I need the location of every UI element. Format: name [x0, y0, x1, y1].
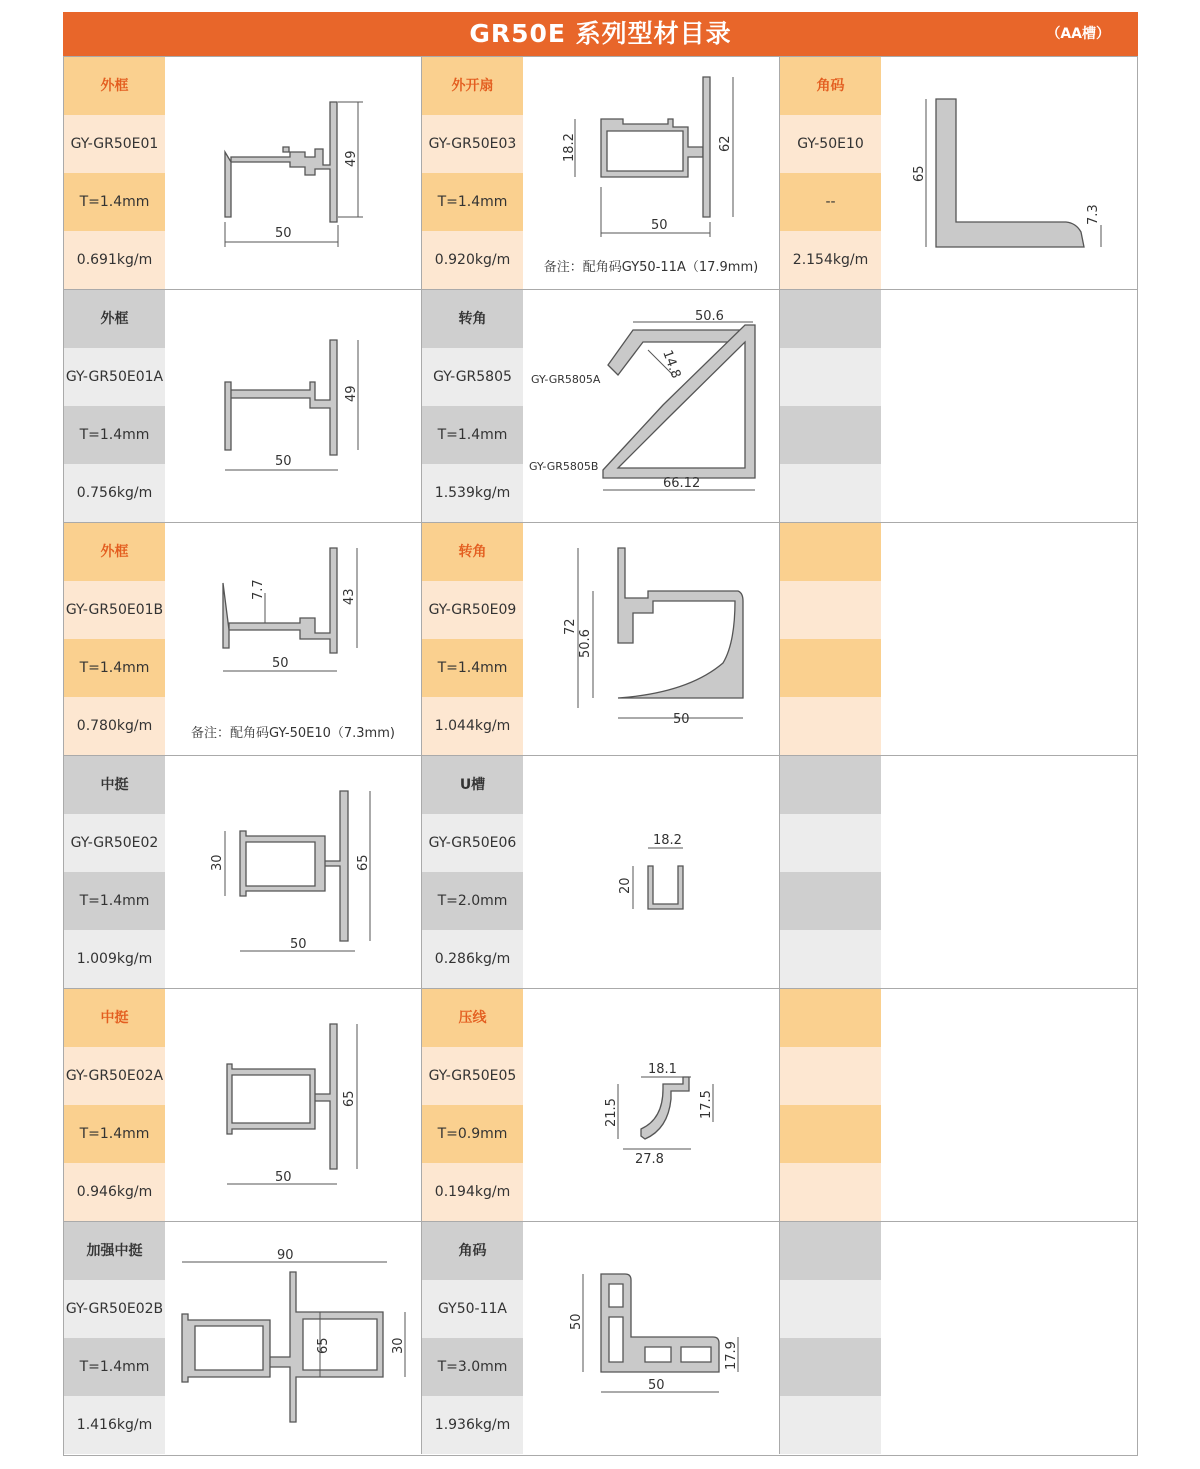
profile-drawing: [165, 1222, 421, 1454]
dim-label: 65: [356, 854, 371, 871]
profile-code: GY-GR50E09: [422, 581, 523, 639]
profile-info: [64, 57, 165, 289]
profile-name: 外框: [64, 290, 165, 348]
profile-info: [780, 290, 881, 522]
profile-drawing: [165, 290, 421, 522]
profile-info: [422, 523, 523, 755]
profile-drawing: [523, 523, 779, 755]
profile-thickness: T=1.4mm: [64, 872, 165, 930]
profile-code: GY-GR50E05: [422, 1047, 523, 1105]
dim-label: 50: [290, 937, 307, 952]
profile-name: U槽: [422, 756, 523, 814]
profile-code: GY-GR50E02B: [64, 1280, 165, 1338]
profile-cell: [422, 1222, 780, 1454]
profile-drawing: [523, 756, 779, 988]
dim-label: 72: [563, 618, 578, 635]
dim-label: 50: [651, 218, 668, 233]
profile-note: 备注：配角码GY-50E10（7.3mm): [191, 726, 395, 741]
profile-info: [422, 989, 523, 1221]
catalog-title: GR50E 系列型材目录: [469, 19, 732, 48]
profile-drawing: [523, 1222, 779, 1454]
profile-info: [780, 523, 881, 755]
profile-weight: 0.780kg/m: [64, 697, 165, 755]
profile-name: 中挺: [64, 989, 165, 1047]
profile-name: 转角: [422, 290, 523, 348]
profile-info: [64, 756, 165, 988]
profile-thickness: T=1.4mm: [64, 1105, 165, 1163]
profile-cell: [780, 1222, 1138, 1454]
profile-drawing: [523, 57, 779, 289]
profile-info: [422, 756, 523, 988]
profile-cell: [64, 989, 422, 1221]
profile-info: [422, 1222, 523, 1454]
profile-thickness: T=0.9mm: [422, 1105, 523, 1163]
profile-info: [64, 989, 165, 1221]
profile-code: GY-GR50E01: [64, 115, 165, 173]
dim-label: 30: [210, 854, 225, 871]
catalog-row: [64, 289, 1137, 522]
profile-drawing: [881, 57, 1136, 289]
part-label: GY-GR5805B: [529, 460, 599, 473]
dim-label: 18.2: [562, 133, 577, 162]
dim-label: 20: [618, 877, 633, 894]
dim-label: 49: [344, 150, 359, 167]
profile-name: 转角: [422, 523, 523, 581]
dim-label: 50: [275, 226, 292, 241]
profile-code: GY-GR50E01A: [64, 348, 165, 406]
profile-cell: [780, 989, 1138, 1221]
profile-info: [780, 756, 881, 988]
dim-label: 17.5: [699, 1090, 714, 1119]
profile-code: GY-GR50E02: [64, 814, 165, 872]
profile-cell: [780, 57, 1138, 289]
profile-info: [780, 989, 881, 1221]
dim-label: 66.12: [663, 476, 701, 491]
profile-weight: 1.539kg/m: [422, 464, 523, 522]
profile-thickness: T=1.4mm: [64, 1338, 165, 1396]
dim-label: 7.3: [1086, 204, 1101, 225]
profile-cell: [64, 756, 422, 988]
catalog-header: [63, 12, 1138, 56]
profile-cell: [64, 523, 422, 755]
profile-code: GY-50E10: [780, 115, 881, 173]
profile-name: 压线: [422, 989, 523, 1047]
profile-thickness: T=1.4mm: [64, 173, 165, 231]
profile-name: 角码: [780, 57, 881, 115]
profile-thickness: T=3.0mm: [422, 1338, 523, 1396]
profile-cell: [422, 756, 780, 988]
profile-info: [780, 57, 881, 289]
profile-drawing: [165, 57, 421, 289]
dim-label: 30: [391, 1337, 406, 1354]
profile-cell: [64, 57, 422, 289]
profile-code: GY50-11A: [422, 1280, 523, 1338]
profile-weight: 1.009kg/m: [64, 930, 165, 988]
profile-name: 外框: [64, 57, 165, 115]
profile-cell: [780, 523, 1138, 755]
dim-label: 49: [344, 385, 359, 402]
catalog-row: [64, 522, 1137, 755]
dim-label: 50.6: [578, 629, 593, 658]
dim-label: 90: [277, 1248, 294, 1263]
profile-code: GY-GR50E06: [422, 814, 523, 872]
catalog-row: [64, 1221, 1137, 1454]
dim-label: 50: [275, 1170, 292, 1185]
profile-note: 备注：配角码GY50-11A（17.9mm): [543, 260, 759, 275]
profile-thickness: T=1.4mm: [422, 639, 523, 697]
profile-drawing: [523, 290, 779, 522]
dim-label: 65: [342, 1090, 357, 1107]
profile-drawing: [165, 989, 421, 1221]
catalog-row: [64, 56, 1137, 289]
profile-cell: [422, 57, 780, 289]
profile-info: [422, 57, 523, 289]
profile-info: [64, 290, 165, 522]
profile-drawing: [165, 523, 421, 755]
profile-info: [422, 290, 523, 522]
profile-weight: 0.946kg/m: [64, 1163, 165, 1221]
dim-label: 50.6: [695, 309, 724, 324]
dim-label: 27.8: [635, 1152, 664, 1167]
profile-weight: 1.416kg/m: [64, 1396, 165, 1454]
profile-code: GY-GR50E01B: [64, 581, 165, 639]
catalog-row: [64, 988, 1137, 1221]
profile-thickness: T=2.0mm: [422, 872, 523, 930]
profile-cell: [422, 290, 780, 522]
catalog-subtitle: （AA槽）: [1046, 26, 1110, 42]
profile-drawing: [165, 756, 421, 988]
dim-label: 65: [316, 1337, 331, 1354]
profile-cell: [64, 1222, 422, 1454]
profile-thickness: T=1.4mm: [422, 173, 523, 231]
catalog-row: [64, 755, 1137, 988]
profile-code: GY-GR50E02A: [64, 1047, 165, 1105]
profile-weight: 1.044kg/m: [422, 697, 523, 755]
dim-label: 18.2: [653, 833, 682, 848]
profile-cell: [64, 290, 422, 522]
profile-cell: [780, 756, 1138, 988]
dim-label: 50: [673, 712, 690, 727]
part-label: GY-GR5805A: [531, 373, 601, 386]
profile-name: 外开扇: [422, 57, 523, 115]
profile-cell: [422, 523, 780, 755]
profile-thickness: T=1.4mm: [64, 639, 165, 697]
dim-label: 62: [718, 135, 733, 152]
dim-label: 50: [272, 656, 289, 671]
profile-weight: 0.920kg/m: [422, 231, 523, 289]
dim-label: 43: [342, 588, 357, 605]
profile-name: 加强中挺: [64, 1222, 165, 1280]
dim-label: 17.9: [724, 1341, 739, 1370]
profile-cell: [422, 989, 780, 1221]
dim-label: 65: [912, 165, 927, 182]
profile-weight: 0.194kg/m: [422, 1163, 523, 1221]
dim-label: 18.1: [648, 1062, 677, 1077]
profile-weight: 0.691kg/m: [64, 231, 165, 289]
profile-weight: 0.286kg/m: [422, 930, 523, 988]
profile-drawing: [523, 989, 779, 1221]
dim-label: 21.5: [604, 1098, 619, 1127]
profile-name: 外框: [64, 523, 165, 581]
dim-label: 14.8: [659, 348, 684, 381]
profile-code: GY-GR50E03: [422, 115, 523, 173]
profile-name: 中挺: [64, 756, 165, 814]
profile-thickness: T=1.4mm: [64, 406, 165, 464]
profile-thickness: T=1.4mm: [422, 406, 523, 464]
profile-code: GY-GR5805: [422, 348, 523, 406]
dim-label: 50: [569, 1313, 584, 1330]
profile-info: [64, 523, 165, 755]
dim-label: 50: [648, 1378, 665, 1393]
profile-info: [64, 1222, 165, 1454]
profile-thickness: --: [780, 173, 881, 231]
dim-label: 50: [275, 454, 292, 469]
profile-weight: 0.756kg/m: [64, 464, 165, 522]
dim-label: 7.7: [251, 579, 266, 600]
profile-weight: 2.154kg/m: [780, 231, 881, 289]
profile-info: [780, 1222, 881, 1454]
profile-name: 角码: [422, 1222, 523, 1280]
profile-grid: [63, 56, 1138, 1456]
profile-weight: 1.936kg/m: [422, 1396, 523, 1454]
profile-cell: [780, 290, 1138, 522]
